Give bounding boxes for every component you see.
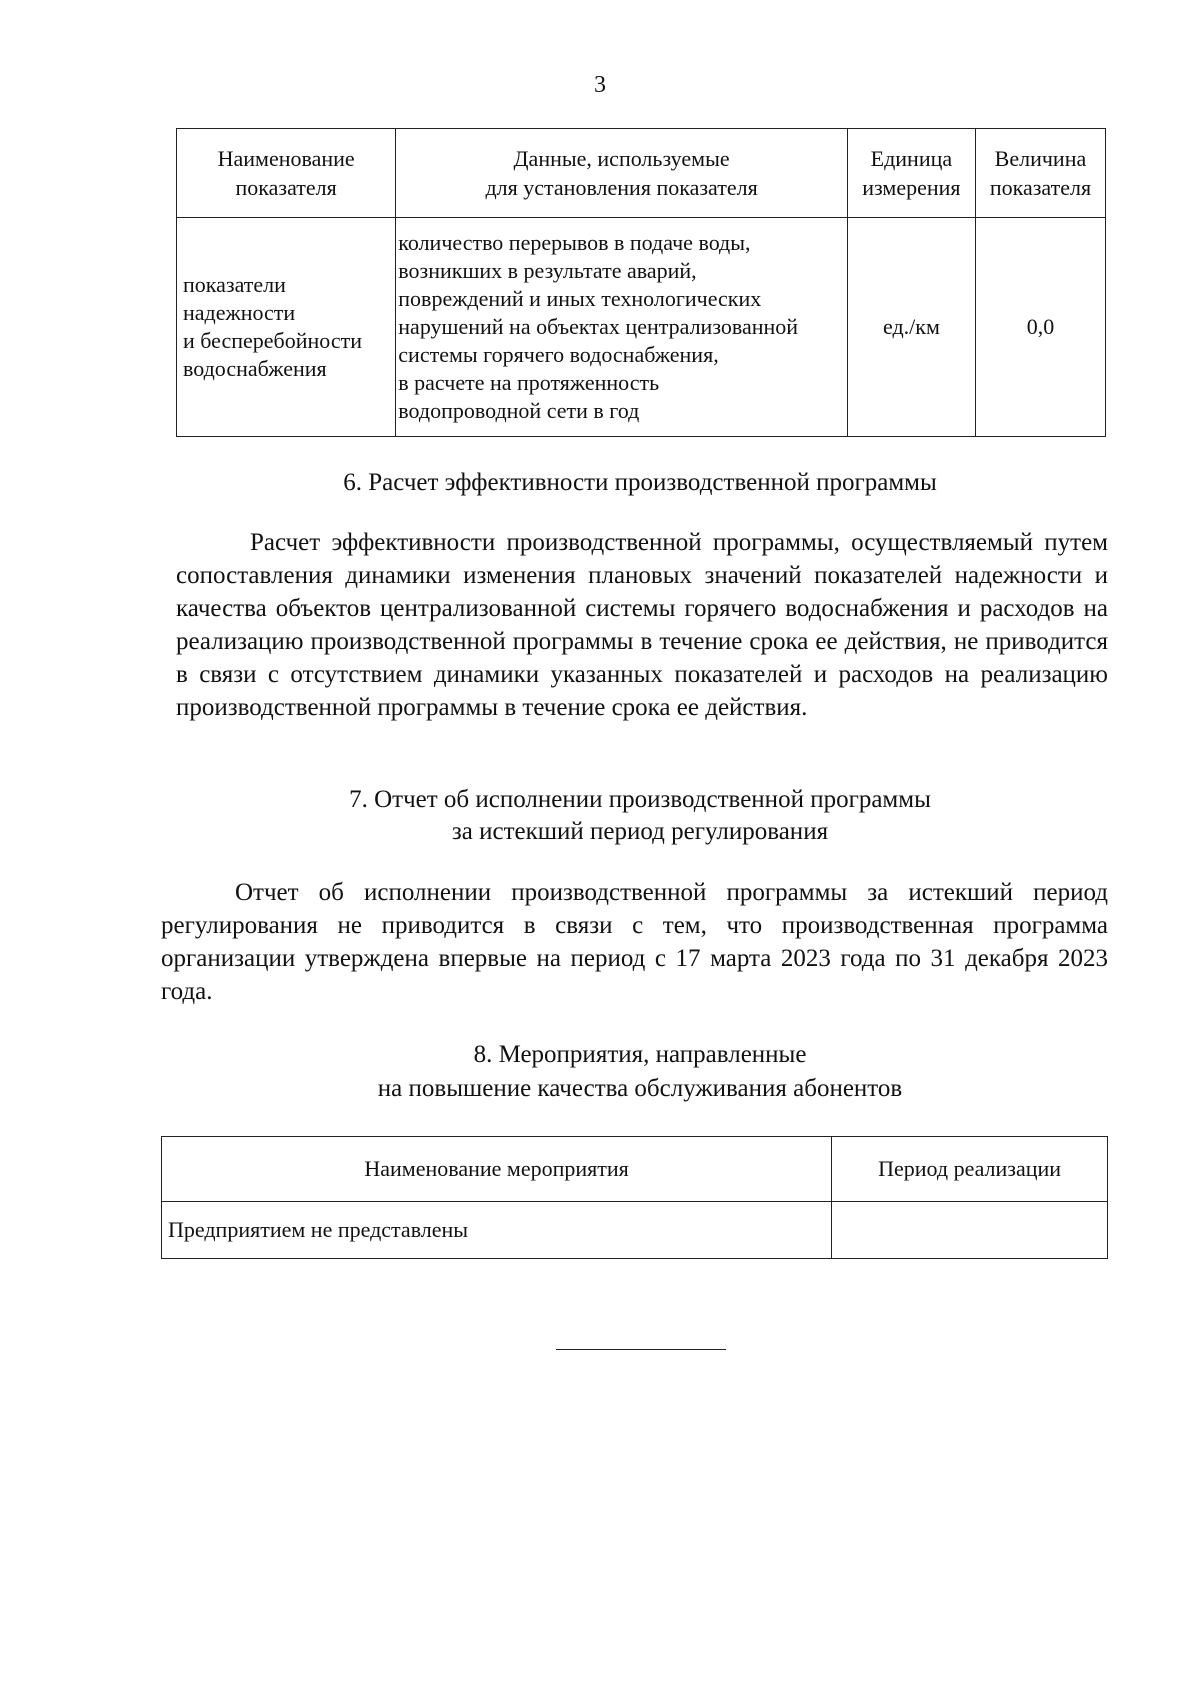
end-of-document-rule: [556, 1349, 726, 1350]
indicators-table-header-row: [177, 129, 1106, 218]
cell-unit: ед./км: [847, 218, 975, 437]
section-6-title: 6. Расчет эффективности производственной программы: [343, 469, 937, 496]
header-measure-name: Наименование мероприятия: [162, 1137, 832, 1202]
cell-line: в расчете на протяженность: [398, 370, 660, 395]
header-indicator-name-line: Наименование: [217, 146, 355, 171]
header-unit: [847, 129, 975, 218]
section-7-title-line-2: за истекший период регулирования: [451, 818, 829, 845]
cell-line: системы горячего водоснабжения,: [398, 342, 719, 367]
table-row: [162, 1202, 1108, 1259]
section-6-text: Расчет эффективности производственной программы, осуществляемый путем сопоставления динамики изменения плановых значений показателей надежности и качества объектов централизованной системы горячего водоснабжения и расходов на реализацию производственной программы в течение срока ее действия, не приводится в связи с отсутствием динамики указанных показателей и расходов на реализацию производственной программы в течение срока ее действия.: [176, 529, 1108, 721]
cell-measure-name: Предприятием не представлены: [162, 1202, 832, 1259]
header-source-data-line: для установления показателя: [485, 175, 758, 200]
section-8-title-line-1: 8. Мероприятия, направленные: [473, 1041, 807, 1068]
page-number: 3: [594, 72, 606, 98]
header-period: Период реализации: [832, 1137, 1108, 1202]
cell-line: и бесперебойности: [183, 328, 362, 353]
cell-line: повреждений и иных технологических: [398, 286, 762, 311]
header-unit-line: измерения: [862, 175, 961, 200]
header-value-line: Величина: [994, 146, 1087, 171]
table-row: [177, 218, 1106, 437]
header-value-line: показателя: [989, 175, 1092, 200]
indicators-table: [176, 128, 1106, 437]
cell-line: водопроводной сети в год: [398, 398, 640, 423]
cell-value: 0,0: [975, 218, 1105, 437]
measures-table: [161, 1136, 1108, 1259]
header-source-data: [396, 129, 848, 218]
measures-table-header-row: [162, 1137, 1108, 1202]
cell-line: показатели: [183, 272, 286, 297]
cell-line: количество перерывов в подаче воды,: [398, 230, 751, 255]
cell-line: возникших в результате аварий,: [398, 258, 697, 283]
cell-source-data: [396, 218, 848, 437]
cell-line: нарушений на объектах централизованной: [398, 314, 799, 339]
cell-line: надежности: [183, 300, 296, 325]
section-7-text: Отчет об исполнении производственной программы за истекший период регулирования не приводится в связи с тем, что производственная программа организации утверждена впервые на период с 17 марта 2023 года по 31 декабря 2023 года.: [161, 879, 1108, 1005]
section-7-title-line-1: 7. Отчет об исполнении производственной программы: [349, 786, 931, 813]
cell-period: [832, 1202, 1108, 1259]
section-8-title-line-2: на повышение качества обслуживания абонентов: [377, 1075, 903, 1102]
cell-line: водоснабжения: [183, 356, 327, 381]
header-unit-line: Единица: [870, 146, 953, 171]
header-source-data-line: Данные, используемые: [513, 146, 730, 171]
header-indicator-name-line: показателя: [235, 175, 337, 200]
cell-indicator-name: [177, 218, 396, 437]
header-indicator-name: [177, 129, 396, 218]
header-value: [975, 129, 1105, 218]
